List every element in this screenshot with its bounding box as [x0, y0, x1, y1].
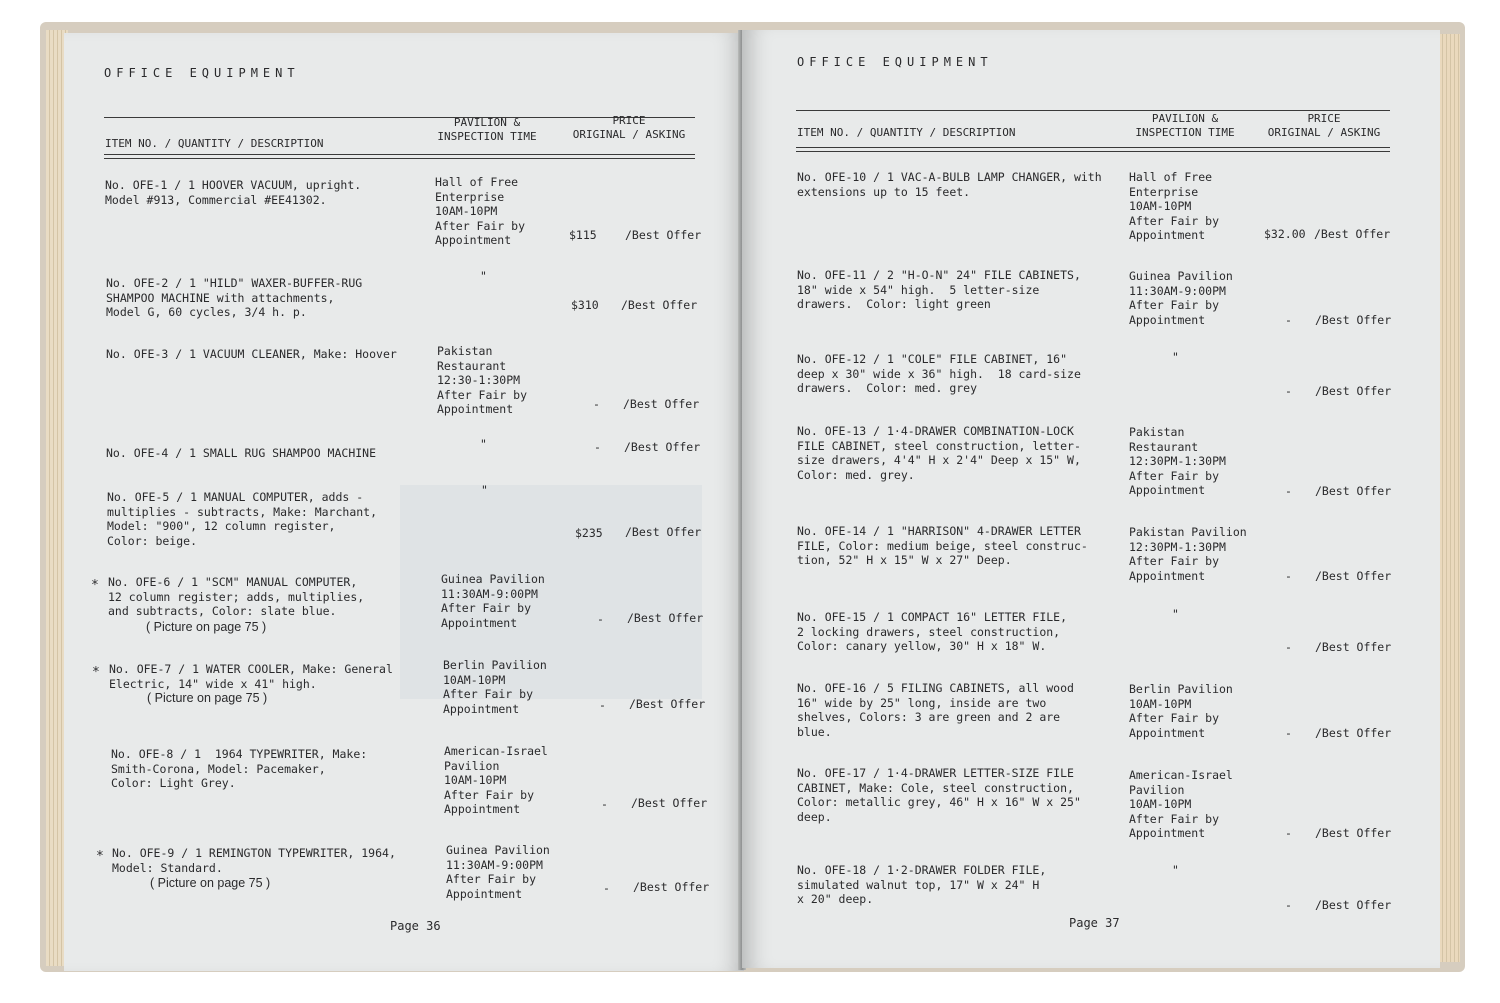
item-description: No. OFE-18 / 1·2-DRAWER FOLDER FILE, simulated walnut top, 17" W x 24" H x 20" deep.	[797, 863, 1047, 906]
column-rule	[104, 154, 695, 159]
item-asking-price: /Best Offer	[1315, 313, 1392, 327]
item-pavilion: Guinea Pavilion 11:30AM-9:00PM After Fair by Appointment	[446, 843, 550, 901]
item-asking-price: /Best Offer	[621, 298, 698, 312]
column-rule	[796, 147, 1390, 152]
picture-reference: ( Picture on page 75 )	[146, 620, 267, 634]
item-pavilion: "	[480, 269, 487, 283]
item-description: No. OFE-12 / 1 "COLE" FILE CABINET, 16" deep x 30" wide x 36" high. 18 card-size drawers. Color: med. grey	[797, 352, 1081, 395]
item-original-price: $235	[575, 526, 603, 540]
item-original-price: -	[1285, 640, 1292, 654]
item-asking-price: /Best Offer	[1315, 640, 1392, 654]
item-pavilion: Hall of Free Enterprise 10AM-10PM After Fair by Appointment	[435, 175, 526, 247]
page-edges-right	[1438, 34, 1460, 962]
item-pavilion: Berlin Pavilion 10AM-10PM After Fair by Appointment	[1129, 682, 1233, 740]
left-page	[64, 33, 744, 971]
item-pavilion: American-Israel Pavilion 10AM-10PM After Fair by Appointment	[444, 744, 548, 816]
item-original-price: -	[1285, 898, 1292, 912]
item-original-price: -	[597, 612, 604, 626]
page-number: Page 37	[1069, 916, 1120, 930]
item-original-price: -	[599, 698, 606, 712]
item-original-price: $115	[569, 228, 597, 242]
item-description: No. OFE-15 / 1 COMPACT 16" LETTER FILE, 2 locking drawers, steel construction, Color: canary yellow, 30" H x 18" W.	[797, 610, 1068, 653]
item-asking-price: /Best Offer	[633, 880, 710, 894]
item-asking-price: /Best Offer	[1315, 726, 1392, 740]
col-head-item: ITEM NO. / QUANTITY / DESCRIPTION	[797, 126, 1016, 139]
item-asking-price: /Best Offer	[625, 525, 702, 539]
picture-reference: ( Picture on page 75 )	[150, 876, 271, 890]
col-head-pavilion: PAVILION & INSPECTION TIME	[1135, 112, 1235, 139]
item-original-price: -	[1285, 569, 1292, 583]
header-rule	[796, 110, 1390, 111]
item-pavilion: Pakistan Restaurant 12:30-1:30PM After Fair by Appointment	[437, 344, 528, 416]
item-original-price: -	[603, 881, 610, 895]
page-header: OFFICE EQUIPMENT	[797, 55, 993, 69]
item-description: No. OFE-3 / 1 VACUUM CLEANER, Make: Hoover	[106, 347, 397, 361]
item-description: No. OFE-1 / 1 HOOVER VACUUM, upright. Model #913, Commercial #EE41302.	[105, 178, 362, 207]
item-description: No. OFE-6 / 1 "SCM" MANUAL COMPUTER, 12 column register; adds, multiplies, and subtracts, Color: slate blue.	[108, 575, 365, 618]
item-asking-price: /Best Offer	[1315, 826, 1392, 840]
item-original-price: -	[594, 440, 601, 454]
page-number: Page 36	[390, 919, 441, 933]
item-description: No. OFE-14 / 1 "HARRISON" 4-DRAWER LETTER FILE, Color: medium beige, steel construc- tion, 52" H x 15" W x 27" Deep.	[797, 524, 1088, 567]
right-page	[742, 30, 1440, 968]
item-pavilion: Pakistan Pavilion 12:30PM-1:30PM After Fair by Appointment	[1129, 525, 1247, 583]
item-asking-price: /Best Offer	[625, 228, 702, 242]
item-asking-price: /Best Offer	[1315, 898, 1392, 912]
item-pavilion: "	[480, 437, 487, 451]
item-pavilion: American-Israel Pavilion 10AM-10PM After Fair by Appointment	[1129, 768, 1233, 840]
item-asking-price: /Best Offer	[1315, 569, 1392, 583]
item-pavilion: "	[481, 483, 488, 497]
item-pavilion: Guinea Pavilion 11:30AM-9:00PM After Fair by Appointment	[441, 572, 545, 630]
item-original-price: -	[601, 797, 608, 811]
item-asking-price: /Best Offer	[1315, 384, 1392, 398]
item-original-price: $310	[571, 298, 599, 312]
col-head-pavilion: PAVILION & INSPECTION TIME	[437, 116, 537, 143]
page-header: OFFICE EQUIPMENT	[104, 66, 300, 80]
item-original-price: -	[1285, 726, 1292, 740]
item-description: No. OFE-16 / 5 FILING CABINETS, all wood 16" wide by 25" long, inside are two shelves, Colors: 3 are green and 2 are blue.	[797, 681, 1074, 739]
item-asking-price: /Best Offer	[623, 397, 700, 411]
item-asking-price: /Best Offer	[624, 440, 701, 454]
item-description: No. OFE-11 / 2 "H-O-N" 24" FILE CABINETS, 18" wide x 54" high. 5 letter-size drawers. Color: light green	[797, 268, 1081, 311]
item-pavilion: Hall of Free Enterprise 10AM-10PM After Fair by Appointment	[1129, 170, 1220, 242]
item-asking-price: /Best Offer	[629, 697, 706, 711]
picture-asterisk: *	[91, 578, 99, 593]
item-description: No. OFE-17 / 1·4-DRAWER LETTER-SIZE FILE CABINET, Make: Cole, steel construction, Color: metallic grey, 46" H x 16" W x 25" deep.	[797, 766, 1081, 824]
item-description: No. OFE-8 / 1 1964 TYPEWRITER, Make: Smith-Corona, Model: Pacemaker, Color: Light Grey.	[111, 747, 368, 790]
picture-asterisk: *	[92, 665, 100, 680]
item-pavilion: Guinea Pavilion 11:30AM-9:00PM After Fair by Appointment	[1129, 269, 1233, 327]
item-original-price: -	[1285, 826, 1292, 840]
col-head-price: PRICE ORIGINAL / ASKING	[572, 114, 686, 141]
item-asking-price: /Best Offer	[627, 611, 704, 625]
item-original-price: -	[1285, 484, 1292, 498]
item-description: No. OFE-2 / 1 "HILD" WAXER-BUFFER-RUG SHAMPOO MACHINE with attachments, Model G, 60 cycles, 3/4 h. p.	[106, 276, 363, 319]
item-pavilion: Pakistan Restaurant 12:30PM-1:30PM After Fair by Appointment	[1129, 425, 1226, 497]
item-asking-price: /Best Offer	[1314, 227, 1391, 241]
item-description: No. OFE-10 / 1 VAC-A-BULB LAMP CHANGER, with extensions up to 15 feet.	[797, 170, 1102, 199]
item-description: No. OFE-13 / 1·4-DRAWER COMBINATION-LOCK FILE CABINET, steel construction, letter- size drawers, 4'4" H x 2'4" Deep x 15" W, Color: med. grey.	[797, 424, 1081, 482]
item-description: No. OFE-5 / 1 MANUAL COMPUTER, adds - multiplies - subtracts, Make: Marchant, Model: "900", 12 column register, Color: beige.	[107, 490, 378, 548]
col-head-price: PRICE ORIGINAL / ASKING	[1267, 112, 1381, 139]
item-original-price: -	[593, 397, 600, 411]
item-pavilion: "	[1172, 350, 1179, 364]
item-description: No. OFE-7 / 1 WATER COOLER, Make: General Electric, 14" wide x 41" high.	[109, 662, 393, 691]
item-original-price: -	[1285, 384, 1292, 398]
item-pavilion: Berlin Pavilion 10AM-10PM After Fair by Appointment	[443, 658, 547, 716]
item-description: No. OFE-4 / 1 SMALL RUG SHAMPOO MACHINE	[106, 446, 377, 460]
item-pavilion: "	[1172, 607, 1179, 621]
item-original-price: -	[1285, 313, 1292, 327]
picture-reference: ( Picture on page 75 )	[147, 691, 268, 705]
item-original-price: $32.00	[1264, 227, 1306, 241]
item-description: No. OFE-9 / 1 REMINGTON TYPEWRITER, 1964, Model: Standard.	[112, 846, 396, 875]
item-asking-price: /Best Offer	[631, 796, 708, 810]
col-head-item: ITEM NO. / QUANTITY / DESCRIPTION	[105, 137, 324, 150]
item-asking-price: /Best Offer	[1315, 484, 1392, 498]
item-pavilion: "	[1172, 863, 1179, 877]
picture-asterisk: *	[96, 849, 104, 864]
